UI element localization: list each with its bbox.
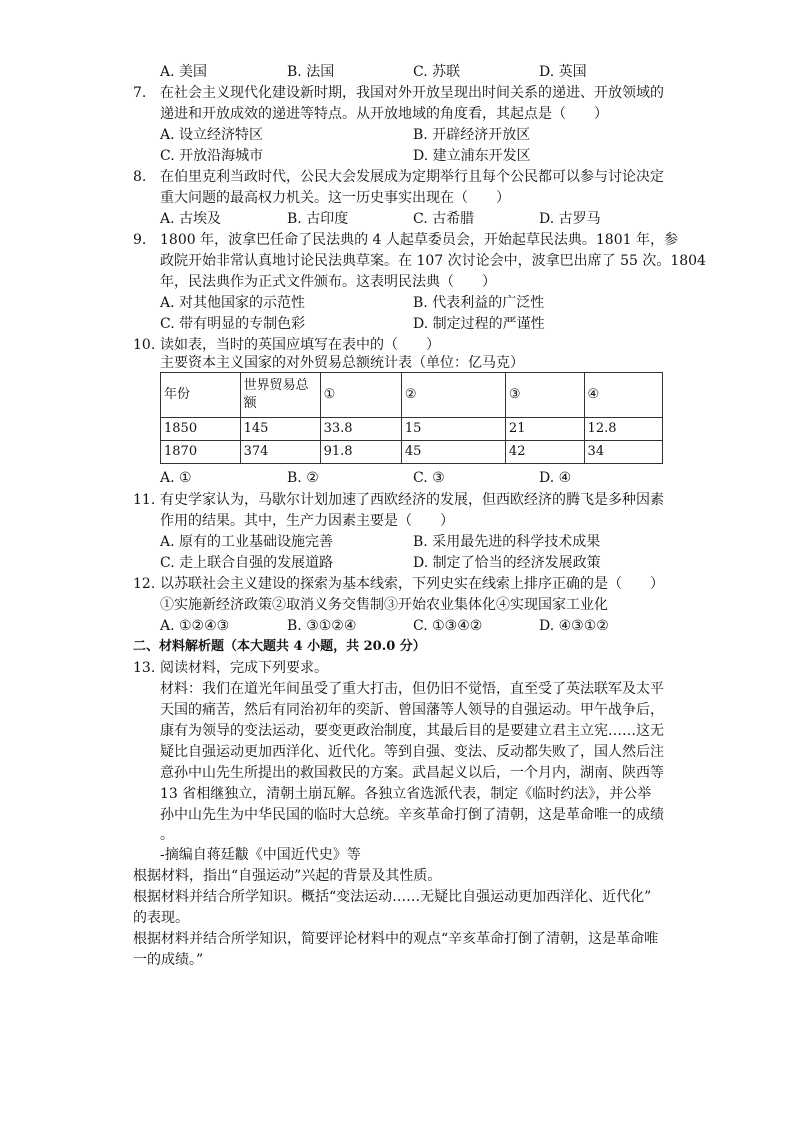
q8-option-d: D. 古罗马: [539, 211, 601, 227]
q11-line-1: 有史学家认为，马歇尔计划加速了西欧经济的发展，但西欧经济的腾飞是多种因素: [160, 492, 664, 508]
q11-option-a: A. 原有的工业基础设施完善: [160, 534, 334, 550]
q12-line-2: ①实施新经济政策②取消义务交售制③开始农业集体化④实现国家工业化: [160, 597, 608, 613]
q13-intro: 阅读材料，完成下列要求。: [160, 660, 328, 676]
table-cell: 34: [584, 441, 662, 464]
q12-number: 12.: [133, 576, 156, 592]
table-cell: 21: [505, 418, 584, 441]
q10-table-title: 主要资本主义国家的对外贸易总额统计表（单位：亿马克）: [160, 355, 524, 371]
q11-option-b: B. 采用最先进的科学技术成果: [413, 534, 601, 550]
q11-option-c: C. 走上联合自强的发展道路: [160, 555, 334, 571]
q7-option-a: A. 设立经济特区: [160, 127, 264, 143]
q9-option-c: C. 带有明显的专制色彩: [160, 316, 306, 332]
section-title: 二、材料解析题（本大题共 4 小题，共 20.0 分）: [133, 639, 426, 654]
q12-option-a: A. ①②④③: [160, 618, 230, 634]
q13-question: 的表现。: [133, 910, 189, 926]
table-cell: 12.8: [584, 418, 662, 441]
q9-line-1: 1800 年，波拿巴任命了民法典的 4 人起草委员会，开始起草民法典。1801 年，参: [160, 232, 678, 248]
q13-material-line: 孙中山先生为中华民国的临时大总统。辛亥革命打倒了清朝，这是革命唯一的成绩: [160, 807, 664, 823]
q10-option-b: B. ②: [287, 470, 319, 486]
table-cell: 1870: [161, 441, 241, 464]
q13-material-line: 。: [160, 827, 174, 843]
table-header-cell: 世界贸易总额: [240, 373, 320, 418]
q6-option-d: D. 英国: [539, 64, 587, 80]
table-header-row: [161, 373, 663, 418]
table-cell: 374: [240, 441, 320, 464]
q7-option-d: D. 建立浦东开发区: [413, 148, 531, 164]
q13-material-line: 疑比自强运动更加西洋化、近代化。等到自强、变法、反动都失败了，国人然后注: [160, 744, 664, 760]
q13-number: 13.: [133, 660, 156, 676]
table-cell: 45: [401, 441, 505, 464]
q9-number: 9.: [133, 232, 147, 248]
table-header-cell: ③: [505, 373, 584, 418]
q13-question: 根据材料，指出“自强运动”兴起的背景及其性质。: [133, 868, 442, 884]
q11-line-2: 作用的结果。其中，生产力因素主要是（ ）: [160, 513, 454, 529]
q8-option-a: A. 古埃及: [160, 211, 222, 227]
table-cell: 1850: [161, 418, 241, 441]
table-header-cell: ④: [584, 373, 662, 418]
q6-option-c: C. 苏联: [413, 64, 461, 80]
q8-number: 8.: [133, 169, 147, 185]
table-header-cell: 年份: [161, 373, 241, 418]
q8-option-c: C. 古希腊: [413, 211, 475, 227]
q13-material-line: 13 省相继独立，清朝土崩瓦解。各独立省选派代表，制定《临时约法》，并公举: [160, 786, 652, 802]
table-row: [161, 418, 663, 441]
q6-option-a: A. 美国: [160, 64, 208, 80]
q10-option-c: C. ③: [413, 470, 445, 486]
q10-option-d: D. ④: [539, 470, 572, 486]
q11-number: 11.: [133, 492, 156, 508]
q7-line-1: 在社会主义现代化建设新时期，我国对外开放呈现出时间关系的递进、开放领域的: [160, 85, 664, 101]
q12-option-c: C. ①③④②: [413, 618, 483, 634]
q13-question: 根据材料并结合所学知识。概括“变法运动……无疑比自强运动更加西洋化、近代化”: [133, 889, 652, 905]
q12-option-d: D. ④③①②: [539, 618, 609, 634]
q13-question: 根据材料并结合所学知识，简要评论材料中的观点“辛亥革命打倒了清朝，这是革命唯: [133, 931, 659, 947]
q13-material-line: 意孙中山先生所提出的救国救民的方案。武昌起义以后，一个月内，湖南、陕西等: [160, 765, 664, 781]
q9-line-2: 政院开始非常认真地讨论民法典草案。在 107 次讨论会中，波拿巴出席了 55 次。1804: [160, 253, 706, 269]
q9-line-3: 年，民法典作为正式文件颁布。这表明民法典（ ）: [160, 274, 496, 290]
q9-option-b: B. 代表利益的广泛性: [413, 295, 545, 311]
q8-line-1: 在伯里克利当政时代，公民大会发展成为定期举行且每个公民都可以参与讨论决定: [160, 169, 664, 185]
q10-number: 10.: [133, 337, 156, 353]
q7-option-c: C. 开放沿海城市: [160, 148, 264, 164]
q11-option-d: D. 制定了恰当的经济发展政策: [413, 555, 601, 571]
table-cell: 91.8: [320, 441, 401, 464]
table-header-cell: ②: [401, 373, 505, 418]
trade-table: [160, 372, 663, 464]
q9-option-a: A. 对其他国家的示范性: [160, 295, 306, 311]
q13-material-line: 康有为领导的变法运动，要变更政治制度，其最后目的是要建立君主立宪……这无: [160, 723, 664, 739]
q13-source: -摘编自蒋廷黻《中国近代史》等: [160, 847, 361, 863]
q9-option-d: D. 制定过程的严谨性: [413, 316, 545, 332]
table-header-cell: ①: [320, 373, 401, 418]
q13-material-line: 材料：我们在道光年间虽受了重大打击，但仍旧不觉悟，直至受了英法联军及太平: [160, 681, 664, 697]
q7-line-2: 递进和开放成效的递进等特点。从开放地域的角度看，其起点是（ ）: [160, 106, 608, 122]
table-cell: 15: [401, 418, 505, 441]
q6-option-b: B. 法国: [287, 64, 335, 80]
q7-option-b: B. 开辟经济开放区: [413, 127, 531, 143]
table-cell: 145: [240, 418, 320, 441]
q10-option-a: A. ①: [160, 470, 192, 486]
q8-line-2: 重大问题的最高权力机关。这一历史事实出现在（ ）: [160, 190, 510, 206]
q13-material-line: 天国的痛苦，然后有同治初年的奕訢、曾国藩等人领导的自强运动。甲午战争后，: [160, 702, 664, 718]
table-row: [161, 441, 663, 464]
q12-line-1: 以苏联社会主义建设的探索为基本线索，下列史实在线索上排序正确的是（ ）: [160, 576, 664, 592]
q12-option-b: B. ③①②④: [287, 618, 357, 634]
q7-number: 7.: [133, 85, 147, 101]
q13-question: 一的成绩。”: [133, 952, 204, 968]
q8-option-b: B. 古印度: [287, 211, 349, 227]
q10-line-1: 读如表，当时的英国应填写在表中的（ ）: [160, 337, 440, 353]
table-cell: 33.8: [320, 418, 401, 441]
table-cell: 42: [505, 441, 584, 464]
